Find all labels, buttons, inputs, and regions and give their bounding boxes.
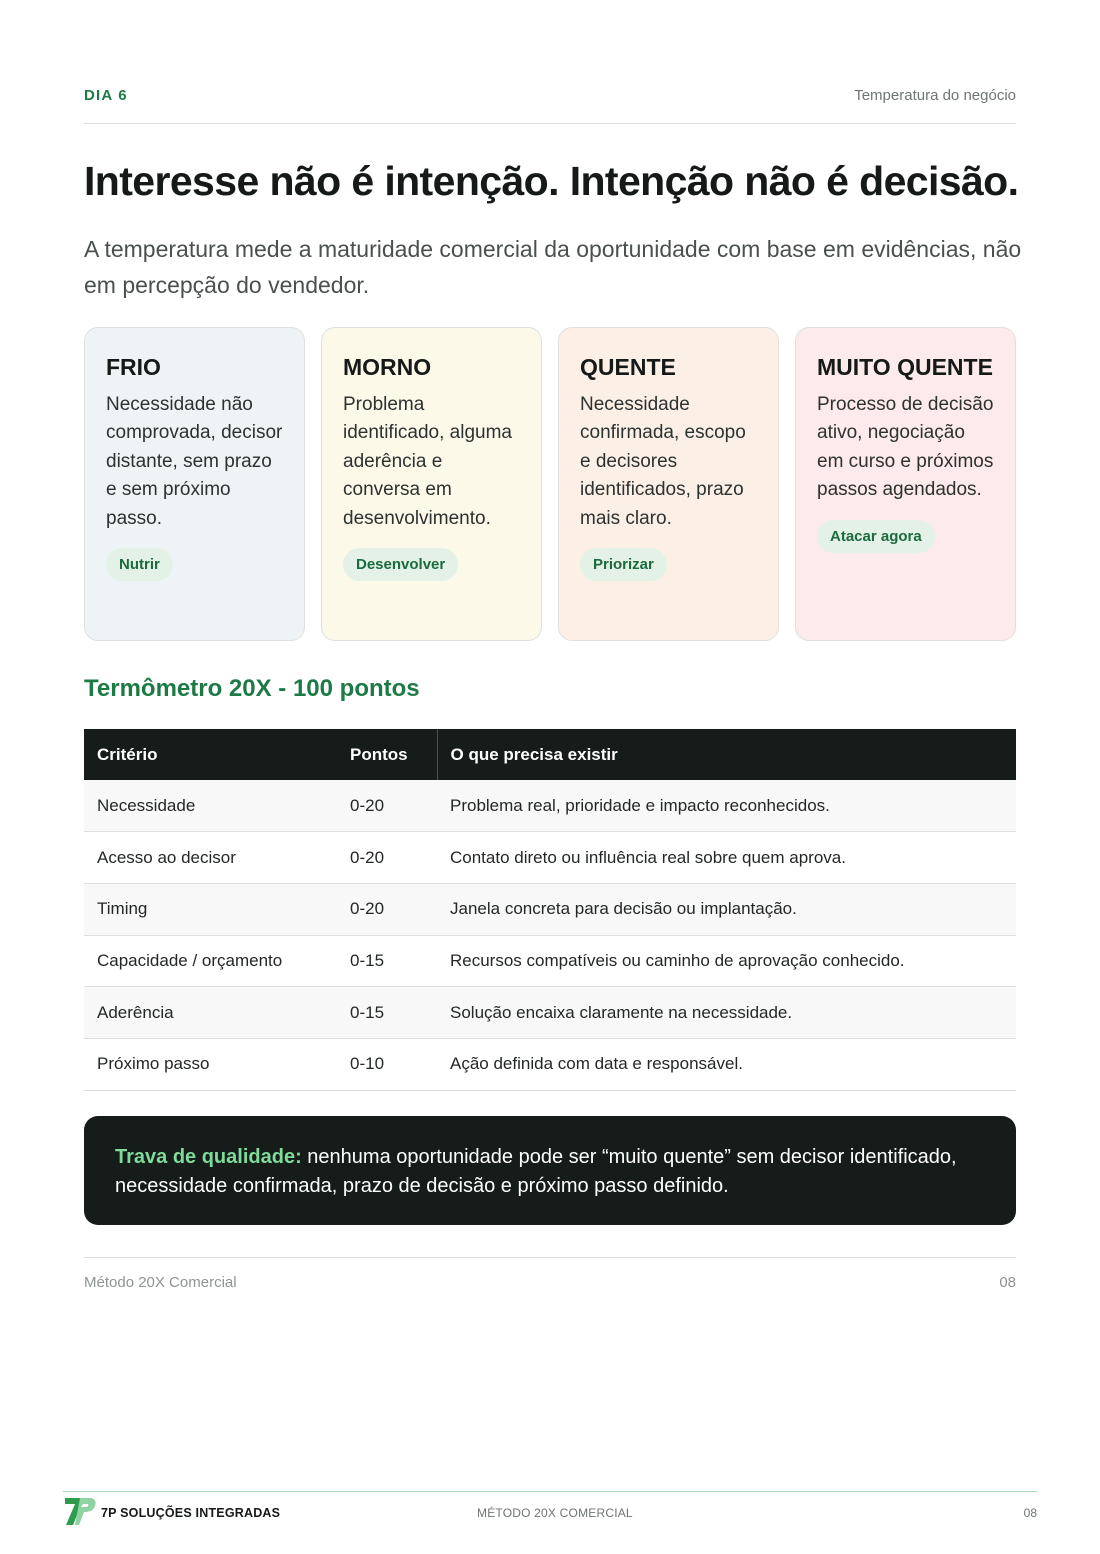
page-header: [84, 84, 1016, 124]
requirement-cell: Recursos compatíveis ou caminho de aprovação conhecido.: [437, 935, 1016, 987]
page-title: Interesse não é intenção. Intenção não é decisão.: [84, 158, 1019, 204]
points-cell: 0-15: [337, 935, 437, 987]
table-row: [84, 832, 1016, 884]
card-text: Processo de decisão ativo, negociação em curso e próximos passos agendados.: [817, 394, 994, 501]
card-tag: Desenvolver: [343, 548, 458, 581]
card-tag: Priorizar: [580, 548, 667, 581]
card-text: Necessidade confirmada, escopo e decisores identificados, prazo mais claro.: [580, 394, 746, 529]
requirement-cell: Problema real, prioridade e impacto reconhecidos.: [437, 780, 1016, 832]
card-title: FRIO: [106, 354, 161, 380]
points-cell: 0-20: [337, 883, 437, 935]
7p-logo-icon: [63, 1495, 97, 1527]
criterion-cell: Acesso ao decisor: [84, 832, 337, 884]
brand-name: 7P SOLUÇÕES INTEGRADAS: [101, 1506, 281, 1520]
callout-label: Trava de qualidade:: [115, 1146, 302, 1168]
table-row: [84, 883, 1016, 935]
column-header-criterion: Critério: [84, 729, 337, 780]
quality-lock-callout: [84, 1116, 1016, 1225]
section-title: Termômetro 20X - 100 pontos: [84, 675, 420, 702]
footer-page-number: 08: [999, 1274, 1016, 1291]
requirement-cell: Ação definida com data e responsável.: [437, 1038, 1016, 1090]
card-tag: Atacar agora: [817, 520, 935, 553]
table-header-row: [84, 729, 1016, 780]
card-title: QUENTE: [580, 354, 676, 380]
table-row: [84, 987, 1016, 1039]
column-header-points: Pontos: [337, 729, 437, 780]
page-footer: [84, 1257, 1016, 1297]
points-cell: 0-15: [337, 987, 437, 1039]
card-morno: [321, 327, 542, 641]
card-text: Necessidade não comprovada, decisor distante, sem prazo e sem próximo passo.: [106, 394, 283, 529]
brand-method-label: MÉTODO 20X COMERCIAL: [477, 1506, 633, 1520]
callout-text: nenhuma oportunidade pode ser “muito quente” sem decisor identificado, necessidade confirmada, prazo de decisão e próximo passo definido.: [115, 1146, 957, 1197]
requirement-cell: Janela concreta para decisão ou implantação.: [437, 883, 1016, 935]
criterion-cell: Próximo passo: [84, 1038, 337, 1090]
card-tag: Nutrir: [106, 548, 173, 581]
temperature-cards: [84, 327, 1016, 641]
lead-paragraph: A temperatura mede a maturidade comercial da oportunidade com base em evidências, não em percepção do vendedor.: [84, 236, 1022, 298]
points-cell: 0-20: [337, 832, 437, 884]
card-muito-quente: [795, 327, 1016, 641]
thermometer-table: [84, 729, 1016, 1091]
column-header-requirement: O que precisa existir: [437, 729, 1016, 780]
criterion-cell: Necessidade: [84, 780, 337, 832]
card-frio: [84, 327, 305, 641]
criterion-cell: Timing: [84, 883, 337, 935]
card-quente: [558, 327, 779, 641]
card-title: MUITO QUENTE: [817, 354, 993, 380]
card-text: Problema identificado, alguma aderência e conversa em desenvolvimento.: [343, 394, 512, 529]
footer-method-name: Método 20X Comercial: [84, 1274, 237, 1291]
table-row: [84, 1038, 1016, 1090]
table-row: [84, 935, 1016, 987]
requirement-cell: Solução encaixa claramente na necessidade.: [437, 987, 1016, 1039]
points-cell: 0-20: [337, 780, 437, 832]
card-title: MORNO: [343, 354, 432, 380]
criterion-cell: Capacidade / orçamento: [84, 935, 337, 987]
table-row: [84, 780, 1016, 832]
day-label: DIA 6: [84, 87, 128, 104]
header-topic: Temperatura do negócio: [854, 87, 1016, 104]
criterion-cell: Aderência: [84, 987, 337, 1039]
points-cell: 0-10: [337, 1038, 437, 1090]
requirement-cell: Contato direto ou influência real sobre quem aprova.: [437, 832, 1016, 884]
brand-page-number: 08: [1023, 1506, 1037, 1520]
brand-bar: [63, 1491, 1037, 1531]
